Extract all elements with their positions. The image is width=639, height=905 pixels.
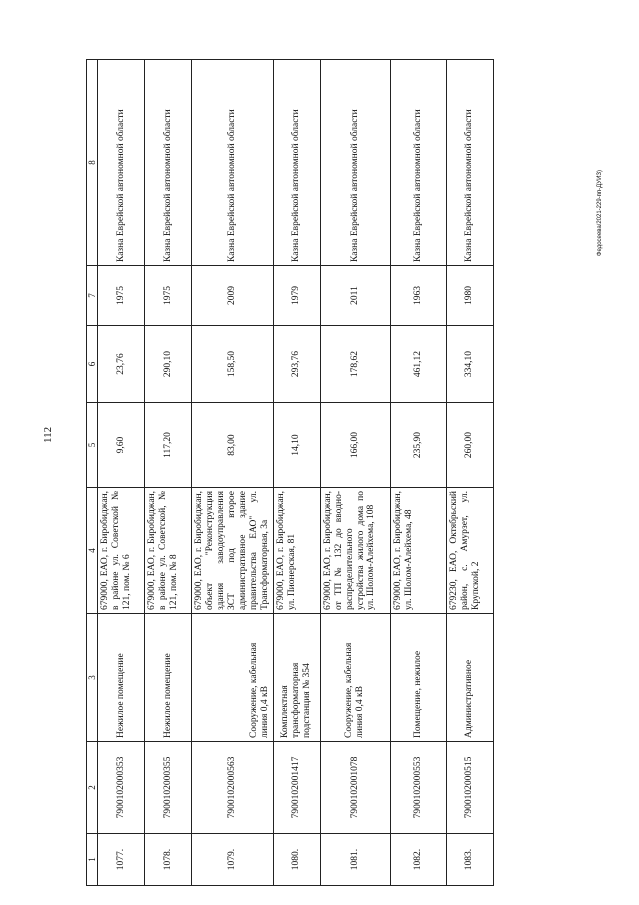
inventory-code: 7900102000353 xyxy=(98,742,145,834)
inventory-code: 7900102001417 xyxy=(273,742,320,834)
object-year: 2009 xyxy=(192,266,273,326)
column-header: 2 xyxy=(87,742,98,834)
object-value: 461,12 xyxy=(390,326,446,403)
object-value: 158,50 xyxy=(192,326,273,403)
object-year: 1975 xyxy=(145,266,192,326)
object-address: 679230, ЕАО, Октябрьский район, с. Амурзет, ул. Крупской, 2 xyxy=(446,488,493,614)
object-value: 334,10 xyxy=(446,326,493,403)
object-name: Помещение, нежилое xyxy=(390,614,446,742)
inventory-code: 7900102001078 xyxy=(320,742,390,834)
object-year: 1975 xyxy=(98,266,145,326)
object-year: 1963 xyxy=(390,266,446,326)
object-area: 9,60 xyxy=(98,403,145,488)
column-header: 3 xyxy=(87,614,98,742)
row-number: 1083. xyxy=(446,834,493,886)
column-header: 8 xyxy=(87,60,98,266)
object-area: 166,00 xyxy=(320,403,390,488)
page-number: 112 xyxy=(42,426,54,443)
object-owner: Казна Еврейской автономной области xyxy=(192,60,273,266)
table-row xyxy=(145,60,192,886)
object-value: 293,76 xyxy=(273,326,320,403)
row-number: 1077. xyxy=(98,834,145,886)
table-row xyxy=(446,60,493,886)
object-area: 117,20 xyxy=(145,403,192,488)
header-row xyxy=(87,60,98,886)
object-owner: Казна Еврейской автономной области xyxy=(446,60,493,266)
object-address: 679000, ЕАО, г. Биробиджан, ул. Шолом-Алейхема, 48 xyxy=(390,488,446,614)
inventory-code: 7900102000563 xyxy=(192,742,273,834)
table-row xyxy=(320,60,390,886)
object-value: 178,62 xyxy=(320,326,390,403)
column-header: 4 xyxy=(87,488,98,614)
table-row xyxy=(192,60,273,886)
object-year: 2011 xyxy=(320,266,390,326)
object-name: Нежилое помещение xyxy=(145,614,192,742)
object-owner: Казна Еврейской автономной области xyxy=(390,60,446,266)
row-number: 1078. xyxy=(145,834,192,886)
object-area: 14,10 xyxy=(273,403,320,488)
row-number: 1080. xyxy=(273,834,320,886)
object-name: Сооружение, кабельная линия 0,4 кВ xyxy=(192,614,273,742)
object-owner: Казна Еврейской автономной области xyxy=(145,60,192,266)
document-footer-code: Федосеева/2021-229-пп-ДУИЗ) xyxy=(597,169,603,257)
inventory-code: 7900102000355 xyxy=(145,742,192,834)
object-value: 290,10 xyxy=(145,326,192,403)
object-year: 1980 xyxy=(446,266,493,326)
object-name: Нежилое помещение xyxy=(98,614,145,742)
column-header: 7 xyxy=(87,266,98,326)
object-name: Административное xyxy=(446,614,493,742)
row-number: 1082. xyxy=(390,834,446,886)
table-row xyxy=(390,60,446,886)
row-number: 1079. xyxy=(192,834,273,886)
object-address: 679000, ЕАО, г. Биробиджан, в районе ул. Советской № 121, пом. № 6 xyxy=(98,488,145,614)
object-owner: Казна Еврейской автономной области xyxy=(98,60,145,266)
object-year: 1979 xyxy=(273,266,320,326)
object-address: 679000, ЕАО, г. Биробиджан, объект "Реконструкция здания заводоуправления ЗСТ под второе административное здание правительства ЕАО" ул. Трансформаторная, 3а xyxy=(192,488,273,614)
inventory-code: 7900102000515 xyxy=(446,742,493,834)
property-table xyxy=(86,59,494,886)
column-header: 5 xyxy=(87,403,98,488)
object-area: 83,00 xyxy=(192,403,273,488)
row-number: 1081. xyxy=(320,834,390,886)
object-value: 23,76 xyxy=(98,326,145,403)
object-owner: Казна Еврейской автономной области xyxy=(320,60,390,266)
inventory-code: 7900102000553 xyxy=(390,742,446,834)
column-header: 6 xyxy=(87,326,98,403)
object-address: 679000, ЕАО, г. Биробиджан, от ТП № 132 до вводно-распределительного устройства жилого дома по ул. Шолом-Алейхема, 108 xyxy=(320,488,390,614)
object-name: Комплектная трансформаторная подстанция № 354 xyxy=(273,614,320,742)
object-address: 679000, ЕАО, г. Биробиджан, в районе ул. Советской, № 121, пом. № 8 xyxy=(145,488,192,614)
column-header: 1 xyxy=(87,834,98,886)
object-owner: Казна Еврейской автономной области xyxy=(273,60,320,266)
object-area: 235,90 xyxy=(390,403,446,488)
object-area: 260,00 xyxy=(446,403,493,488)
table-row xyxy=(98,60,145,886)
object-name: Сооружение, кабельная линия 0,4 кВ xyxy=(320,614,390,742)
table-row xyxy=(273,60,320,886)
object-address: 679000, ЕАО, г. Биробиджан, ул. Пионерская, 81 xyxy=(273,488,320,614)
